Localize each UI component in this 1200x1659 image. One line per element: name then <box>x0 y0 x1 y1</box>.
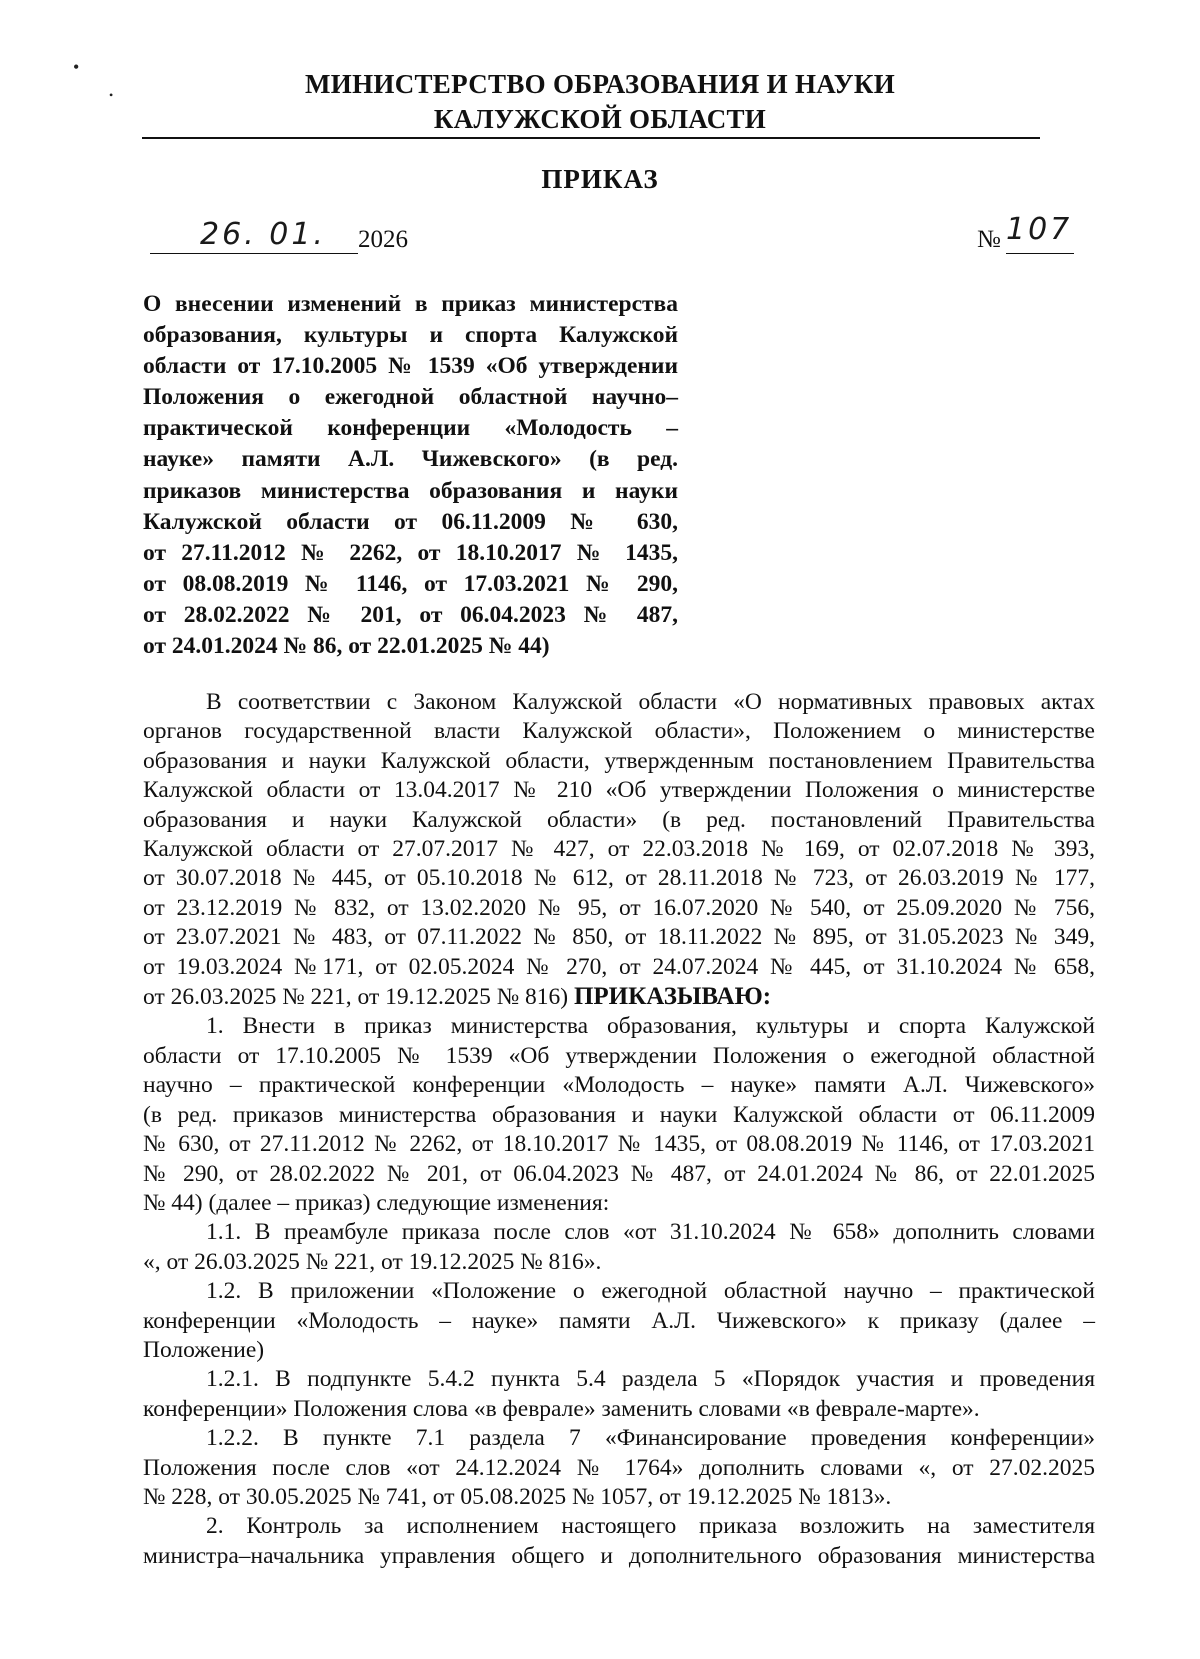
body-line-text: Положения после слов «от 24.12.2024 № 1764» дополнить словами «, от 27.02.2025 <box>143 1454 1095 1481</box>
body-line-text: 1.2. В приложении «Положение о ежегодной областной научно – практической <box>206 1278 1095 1305</box>
number-sign: № <box>977 226 1001 253</box>
body-line-text: 1.2.1. В подпункте 5.4.2 пункта 5.4 раздела 5 «Порядок участия и проведения <box>206 1366 1095 1393</box>
body-line-text: Калужской области от 13.04.2017 № 210 «Об утверждении Положения о министерстве <box>143 777 1095 804</box>
body-line-text: от 30.07.2018 № 445, от 05.10.2018 № 612, от 28.11.2018 № 723, от 26.03.2019 № 177, <box>143 865 1095 892</box>
body-line <box>143 864 1095 893</box>
body-line-text: № 630, от 27.11.2012 № 2262, от 18.10.2017 № 1435, от 08.08.2019 № 1146, от 17.03.2021 <box>143 1131 1095 1158</box>
body-line-text: № 228, от 30.05.2025 № 741, от 05.08.2025 № 1057, от 19.12.2025 № 1813». <box>143 1483 892 1510</box>
document-type-title: ПРИКАЗ <box>541 164 659 194</box>
body-line-text: № 44) (далее – приказ) следующие изменения: <box>143 1189 610 1216</box>
body-line <box>143 1130 1095 1159</box>
body-line <box>143 1277 1095 1306</box>
date-year: 2026 <box>358 226 408 253</box>
body-line <box>143 747 1095 776</box>
body-line <box>143 1218 1095 1247</box>
body-line <box>143 1365 1095 1394</box>
ministry-name-line2: КАЛУЖСКОЙ ОБЛАСТИ <box>433 104 767 134</box>
handwritten-number: 107 <box>1006 212 1073 247</box>
body-line <box>143 1101 1095 1130</box>
subject-line: от 27.11.2012 № 2262, от 18.10.2017 № 1435, <box>143 539 678 566</box>
subject-line: от 28.02.2022 № 201, от 06.04.2023 № 487, <box>143 601 678 628</box>
body-line <box>143 1071 1095 1100</box>
ministry-name-line1: МИНИСТЕРСТВО ОБРАЗОВАНИЯ И НАУКИ <box>305 69 895 99</box>
body-line-text: научно – практической конференции «Молодость – науке» памяти А.Л. Чижевского» <box>143 1072 1095 1099</box>
subject-line: области от 17.10.2005 № 1539 «Об утверждении <box>143 353 678 380</box>
body-line-text: от 26.03.2025 № 221, от 19.12.2025 № 816) <box>143 984 574 1011</box>
body-line-text: образования и науки Калужской области, утвержденным постановлением Правительства <box>143 747 1095 774</box>
body-line-text: 1.2.2. В пункте 7.1 раздела 7 «Финансирование проведения конференции» <box>206 1425 1095 1452</box>
body-line <box>143 1012 1095 1041</box>
body-line <box>143 835 1095 864</box>
body-line <box>143 982 1095 1012</box>
scan-speck: • <box>109 88 114 102</box>
subject-line: от 08.08.2019 № 1146, от 17.03.2021 № 290, <box>143 570 678 597</box>
body-line <box>143 1248 1095 1277</box>
body-line-text: конференции «Молодость – науке» памяти А.Л. Чижевского» к приказу (далее – <box>143 1307 1095 1334</box>
body-line <box>143 1189 1095 1218</box>
body-line <box>143 717 1095 746</box>
subject-line: приказов министерства образования и науки <box>143 477 678 504</box>
body-line-text: № 290, от 28.02.2022 № 201, от 06.04.2023 № 487, от 24.01.2024 № 86, от 22.01.2025 <box>143 1160 1095 1187</box>
body-line <box>143 1424 1095 1453</box>
date-underline <box>150 253 358 254</box>
body-line <box>143 1512 1095 1541</box>
body-line-text: от 23.07.2021 № 483, от 07.11.2022 № 850, от 18.11.2022 № 895, от 31.05.2023 № 349, <box>143 924 1095 951</box>
subject-line: науке» памяти А.Л. Чижевского» (в ред. <box>143 446 678 473</box>
body-line-text: Калужской области от 27.07.2017 № 427, от 22.03.2018 № 169, от 02.07.2018 № 393, <box>143 836 1095 863</box>
body-line-text: органов государственной власти Калужской области», Положением о министерстве <box>143 718 1095 745</box>
body-line <box>143 953 1095 982</box>
body-line-text: от 23.12.2019 № 832, от 13.02.2020 № 95, от 16.07.2020 № 540, от 25.09.2020 № 756, <box>143 894 1095 921</box>
body-line-text: В соответствии с Законом Калужской области «О нормативных правовых актах <box>206 689 1095 715</box>
body-line-text: министра–начальника управления общего и дополнительного образования министерства <box>143 1542 1095 1569</box>
body-line-text: 2. Контроль за исполнением настоящего приказа возложить на заместителя <box>206 1513 1095 1540</box>
subject-line: О внесении изменений в приказ министерства <box>143 291 678 317</box>
subject-line: Положения о ежегодной областной научно– <box>143 384 678 411</box>
subject-line: от 24.01.2024 № 86, от 22.01.2025 № 44) <box>143 633 550 660</box>
body-line <box>143 923 1095 952</box>
order-body <box>143 688 1095 1571</box>
body-line <box>143 1395 1095 1424</box>
subject-line: образования, культуры и спорта Калужской <box>143 322 678 349</box>
body-line <box>143 1483 1095 1512</box>
body-line-text: 1. Внести в приказ министерства образования, культуры и спорта Калужской <box>206 1013 1095 1040</box>
subject-line: практической конференции «Молодость – <box>143 415 678 442</box>
handwritten-date: 26. 01. <box>200 217 326 252</box>
body-line-text: от 19.03.2024 №171, от 02.05.2024 № 270, от 24.07.2024 № 445, от 31.10.2024 № 658, <box>143 953 1095 980</box>
body-line <box>143 1042 1095 1071</box>
body-line <box>143 688 1095 717</box>
body-line <box>143 1160 1095 1189</box>
subject-line: Калужской области от 06.11.2009 № 630, <box>143 508 678 535</box>
body-line <box>143 806 1095 835</box>
body-line-text: области от 17.10.2005 № 1539 «Об утверждении Положения о ежегодной областной <box>143 1042 1095 1069</box>
scan-speck: • <box>73 57 80 77</box>
body-line-text: 1.1. В преамбуле приказа после слов «от 31.10.2024 № 658» дополнить словами <box>206 1219 1095 1246</box>
body-line-text: конференции» Положения слова «в феврале» заменить словами «в феврале-марте». <box>143 1395 980 1422</box>
body-line-text: Положение) <box>143 1336 265 1363</box>
body-line <box>143 1454 1095 1483</box>
order-subject <box>143 289 678 662</box>
header-divider <box>142 137 1040 139</box>
body-line <box>143 1542 1095 1571</box>
body-line-text: «, от 26.03.2025 № 221, от 19.12.2025 № 816». <box>143 1248 602 1275</box>
body-line-text: (в ред. приказов министерства образования и науки Калужской области от 06.11.2009 <box>143 1101 1095 1128</box>
body-line-text: образования и науки Калужской области» (в ред. постановлений Правительства <box>143 806 1095 833</box>
body-line <box>143 776 1095 805</box>
body-line <box>143 1336 1095 1365</box>
order-directive: ПРИКАЗЫВАЮ: <box>573 983 772 1011</box>
number-underline <box>1006 253 1074 254</box>
body-line <box>143 894 1095 923</box>
body-line <box>143 1307 1095 1336</box>
